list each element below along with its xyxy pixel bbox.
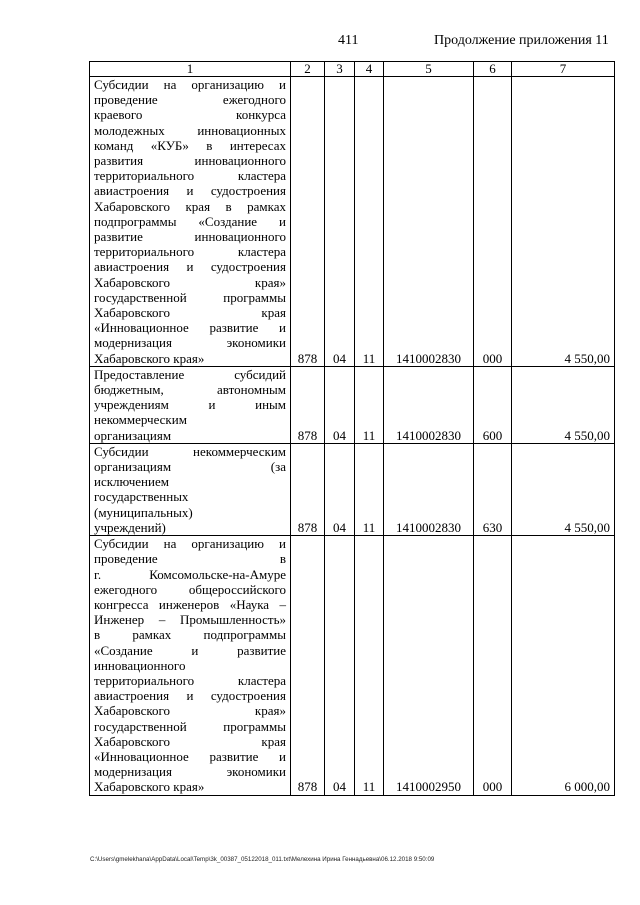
description-line: проведение в bbox=[94, 551, 286, 567]
description-line: команд «КУБ» в интересах bbox=[94, 137, 286, 153]
description-line: «Инновационное развитие и bbox=[94, 320, 286, 336]
table-row bbox=[90, 443, 615, 535]
description-line: ежегодного общероссийского bbox=[94, 581, 286, 597]
section-code: 04 bbox=[325, 366, 355, 443]
description-line: г. Комсомольске-на-Амуре bbox=[94, 566, 286, 582]
description-line: Субсидии на организацию и bbox=[94, 77, 286, 92]
column-header: 6 bbox=[474, 62, 512, 77]
section-code: 04 bbox=[325, 443, 355, 535]
description-line: территориального кластера bbox=[94, 244, 286, 260]
description-line: инновационного bbox=[94, 657, 186, 673]
section-code: 04 bbox=[325, 536, 355, 795]
description-line: Субсидии некоммерческим bbox=[94, 443, 286, 459]
description-line: авиастроения и судостроения bbox=[94, 259, 286, 275]
description-line: организациям (за bbox=[94, 459, 286, 475]
appendix-continuation-label: Продолжение приложения 11 bbox=[434, 33, 609, 48]
description-line: Предоставление субсидий bbox=[94, 366, 286, 382]
description-line: развития инновационного bbox=[94, 153, 286, 169]
description-line: территориального кластера bbox=[94, 168, 286, 184]
description-line: Инженер – Промышленность» bbox=[94, 612, 286, 628]
description-line: модернизация экономики bbox=[94, 764, 286, 780]
description-line: государственной программы bbox=[94, 289, 286, 305]
subsection-code: 11 bbox=[355, 366, 384, 443]
target-article-code: 1410002830 bbox=[384, 443, 474, 535]
expense-type-code: 630 bbox=[474, 443, 512, 535]
description-line: авиастроения и судостроения bbox=[94, 688, 286, 704]
amount-value: 6 000,00 bbox=[512, 536, 615, 795]
ministry-code: 878 bbox=[291, 77, 325, 367]
description-line: (муниципальных) bbox=[94, 504, 193, 520]
row-description bbox=[90, 536, 291, 795]
amount-value: 4 550,00 bbox=[512, 366, 615, 443]
description-line: краевого конкурса bbox=[94, 107, 286, 123]
description-line: Хабаровского края» bbox=[94, 274, 286, 290]
description-line: территориального кластера bbox=[94, 672, 286, 688]
ministry-code: 878 bbox=[291, 443, 325, 535]
description-line: государственной программы bbox=[94, 718, 286, 734]
page-number: 411 bbox=[338, 33, 359, 48]
description-line: авиастроения и судостроения bbox=[94, 183, 286, 199]
expense-type-code: 600 bbox=[474, 366, 512, 443]
description-line: некоммерческим bbox=[94, 412, 187, 428]
target-article-code: 1410002830 bbox=[384, 366, 474, 443]
budget-table bbox=[89, 61, 615, 796]
description-line: Хабаровского края» bbox=[94, 703, 286, 719]
header-row bbox=[90, 62, 615, 77]
description-line: проведение ежегодного bbox=[94, 92, 286, 108]
ministry-code: 878 bbox=[291, 536, 325, 795]
table-row bbox=[90, 366, 615, 443]
column-header: 2 bbox=[291, 62, 325, 77]
description-line: Хабаровского края bbox=[94, 733, 286, 749]
expense-type-code: 000 bbox=[474, 77, 512, 367]
description-line: организациям bbox=[94, 427, 172, 443]
subsection-code: 11 bbox=[355, 536, 384, 795]
ministry-code: 878 bbox=[291, 366, 325, 443]
description-line: «Создание и развитие bbox=[94, 642, 286, 658]
description-line: Субсидии на организацию и bbox=[94, 536, 286, 552]
amount-value: 4 550,00 bbox=[512, 77, 615, 367]
description-line: Хабаровского края» bbox=[94, 779, 205, 795]
description-line: Хабаровского края bbox=[94, 305, 286, 321]
amount-value: 4 550,00 bbox=[512, 443, 615, 535]
description-line: развитие инновационного bbox=[94, 229, 286, 245]
description-line: модернизация экономики bbox=[94, 335, 286, 351]
description-line: бюджетным, автономным bbox=[94, 382, 286, 398]
table-row bbox=[90, 77, 615, 367]
description-line: Хабаровского края в рамках bbox=[94, 198, 286, 214]
row-description bbox=[90, 366, 291, 443]
row-description bbox=[90, 443, 291, 535]
column-header: 4 bbox=[355, 62, 384, 77]
column-header: 1 bbox=[90, 62, 291, 77]
description-line: учреждениям и иным bbox=[94, 397, 286, 413]
column-header: 3 bbox=[325, 62, 355, 77]
target-article-code: 1410002950 bbox=[384, 536, 474, 795]
description-line: подпрограммы «Создание и bbox=[94, 213, 286, 229]
row-description bbox=[90, 77, 291, 367]
description-line: конгресса инженеров «Наука – bbox=[94, 596, 286, 612]
description-line: в рамках подпрограммы bbox=[94, 627, 286, 643]
description-line: учреждений) bbox=[94, 519, 166, 535]
description-line: молодежных инновационных bbox=[94, 122, 286, 138]
file-path-footer: C:\Users\gmelekhana\AppData\Local\Temp\3k_00387_05122018_011.txt\Мелехина Ирина Геннадьевна\06.12.2018 9:50:09 bbox=[90, 856, 435, 863]
column-header: 5 bbox=[384, 62, 474, 77]
description-line: «Инновационное развитие и bbox=[94, 748, 286, 764]
column-header: 7 bbox=[512, 62, 615, 77]
expense-type-code: 000 bbox=[474, 536, 512, 795]
description-line: государственных bbox=[94, 489, 189, 505]
subsection-code: 11 bbox=[355, 443, 384, 535]
description-line: исключением bbox=[94, 474, 169, 490]
description-line: Хабаровского края» bbox=[94, 350, 205, 366]
target-article-code: 1410002830 bbox=[384, 77, 474, 367]
subsection-code: 11 bbox=[355, 77, 384, 367]
table-row bbox=[90, 536, 615, 795]
section-code: 04 bbox=[325, 77, 355, 367]
